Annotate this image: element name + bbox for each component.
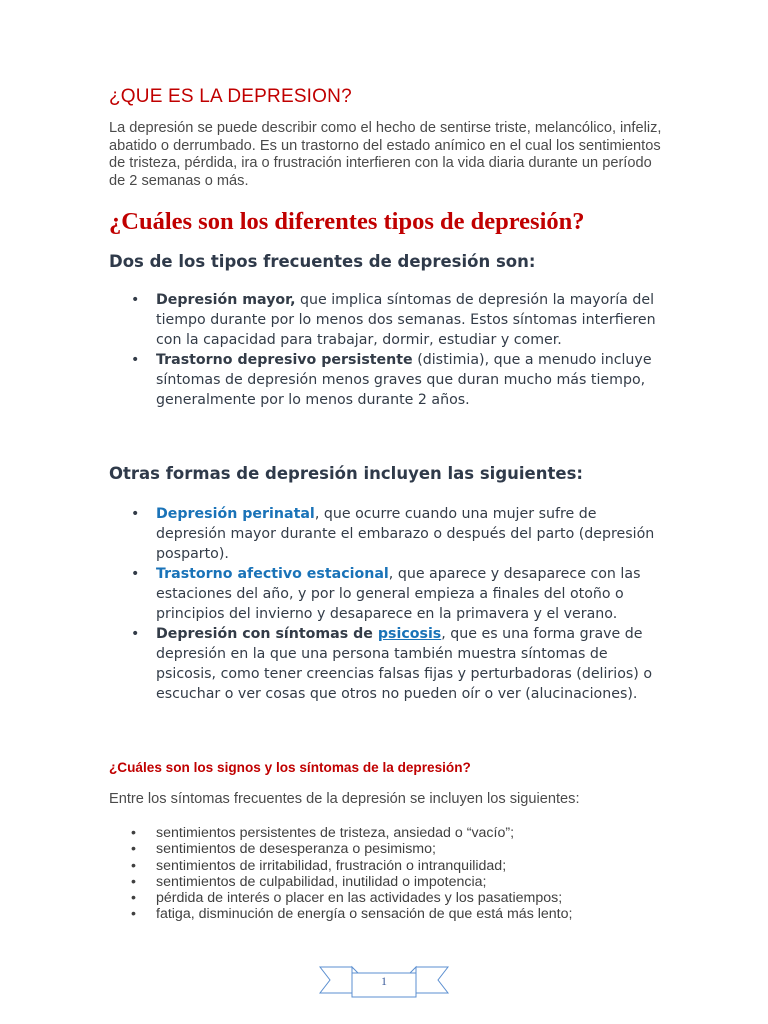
list-item-text: , que ocurre cuando una mujer sufre de depresión mayor durante el embarazo o después del parto (depresión posparto). (156, 506, 655, 562)
list-item (109, 290, 669, 350)
list-item (109, 841, 669, 857)
heading-tipos-de-depresion: ¿Cuáles son los diferentes tipos de depresión? (109, 208, 585, 235)
symptom-text: sentimientos persistentes de tristeza, ansiedad o “vacío”; (156, 825, 515, 841)
list-item (109, 350, 669, 410)
list-item (109, 504, 669, 564)
term-depresion-con-sintomas: Depresión con síntomas de (156, 626, 378, 642)
link-trastorno-afectivo-estacional[interactable]: Trastorno afectivo estacional (156, 566, 389, 582)
bullet-icon: • (131, 841, 136, 858)
list-item (109, 564, 669, 624)
list-item-text: , que es una forma grave de depresión en la que una persona también muestra síntomas de psicosis, como tener creencias falsas fijas y perturbadoras (delirios) o escuchar o ver cosas que otros no pueden oír o ver (alucinaciones). (156, 626, 653, 702)
list-sintomas (109, 825, 669, 923)
list-item (109, 858, 669, 874)
list-tipos-frecuentes (109, 290, 669, 410)
bullet-icon: • (131, 292, 140, 308)
term-trastorno-depresivo-persistente: Trastorno depresivo persistente (156, 352, 413, 368)
list-item (109, 890, 669, 906)
bullet-icon: • (131, 906, 136, 923)
symptom-text: pérdida de interés o placer en las actividades y los pasatiempos; (156, 890, 563, 907)
symptom-text: sentimientos de desesperanza o pesimismo; (156, 841, 436, 858)
intro-paragraph: La depresión se puede describir como el hecho de sentirse triste, melancólico, infeliz, abatido o derrumbado. Es un trastorno del estado anímico en el cual los sentimientos de tristeza, pérdida, ira o frustración interfieren con la vida diaria durante un período de 2 semanas o más. (109, 120, 662, 189)
term-depresion-mayor: Depresión mayor, (156, 292, 296, 308)
link-psicosis[interactable]: psicosis (377, 626, 442, 642)
bullet-icon: • (131, 825, 136, 841)
subheading-otras-formas: Otras formas de depresión incluyen las siguientes: (109, 464, 583, 483)
list-item-text: que implica síntomas de depresión la mayoría del tiempo durante por lo menos dos semanas. Estos síntomas interfieren con la capacidad para trabajar, dormir, estudiar y comer. (156, 292, 656, 348)
bullet-icon: • (131, 352, 140, 368)
list-item-text: (distimia), que a menudo incluye síntomas de depresión menos graves que duran mucho más tiempo, generalmente por lo menos durante 2 años. (156, 352, 652, 408)
bullet-icon: • (131, 506, 140, 522)
heading-signos-y-sintomas: ¿Cuáles son los signos y los síntomas de la depresión? (109, 760, 471, 775)
list-item (109, 906, 669, 922)
bullet-icon: • (131, 626, 140, 642)
link-depresion-perinatal[interactable]: Depresión perinatal (156, 506, 315, 522)
bullet-icon: • (131, 857, 136, 874)
symptom-text: fatiga, disminución de energía o sensación de que está más lento; (156, 906, 573, 923)
subheading-tipos-frecuentes: Dos de los tipos frecuentes de depresión son: (109, 252, 536, 271)
list-item (109, 624, 669, 704)
list-item (109, 825, 669, 841)
list-item (109, 874, 669, 890)
bullet-icon: • (131, 566, 140, 582)
bullet-icon: • (131, 873, 136, 890)
symptom-text: sentimientos de irritabilidad, frustración o intranquilidad; (156, 857, 507, 874)
heading-que-es-la-depresion: ¿QUE ES LA DEPRESION? (109, 86, 352, 107)
bullet-icon: • (131, 890, 136, 907)
list-item-text: , que aparece y desaparece con las estaciones del año, y por lo general empieza a finales del otoño o principios del invierno y desaparece en la primavera y el verano. (156, 566, 641, 622)
page-number: 1 (381, 974, 387, 988)
symptom-text: sentimientos de culpabilidad, inutilidad o impotencia; (156, 873, 487, 890)
list-otras-formas (109, 504, 669, 704)
symptoms-intro: Entre los síntomas frecuentes de la depresión se incluyen los siguientes: (109, 791, 580, 807)
